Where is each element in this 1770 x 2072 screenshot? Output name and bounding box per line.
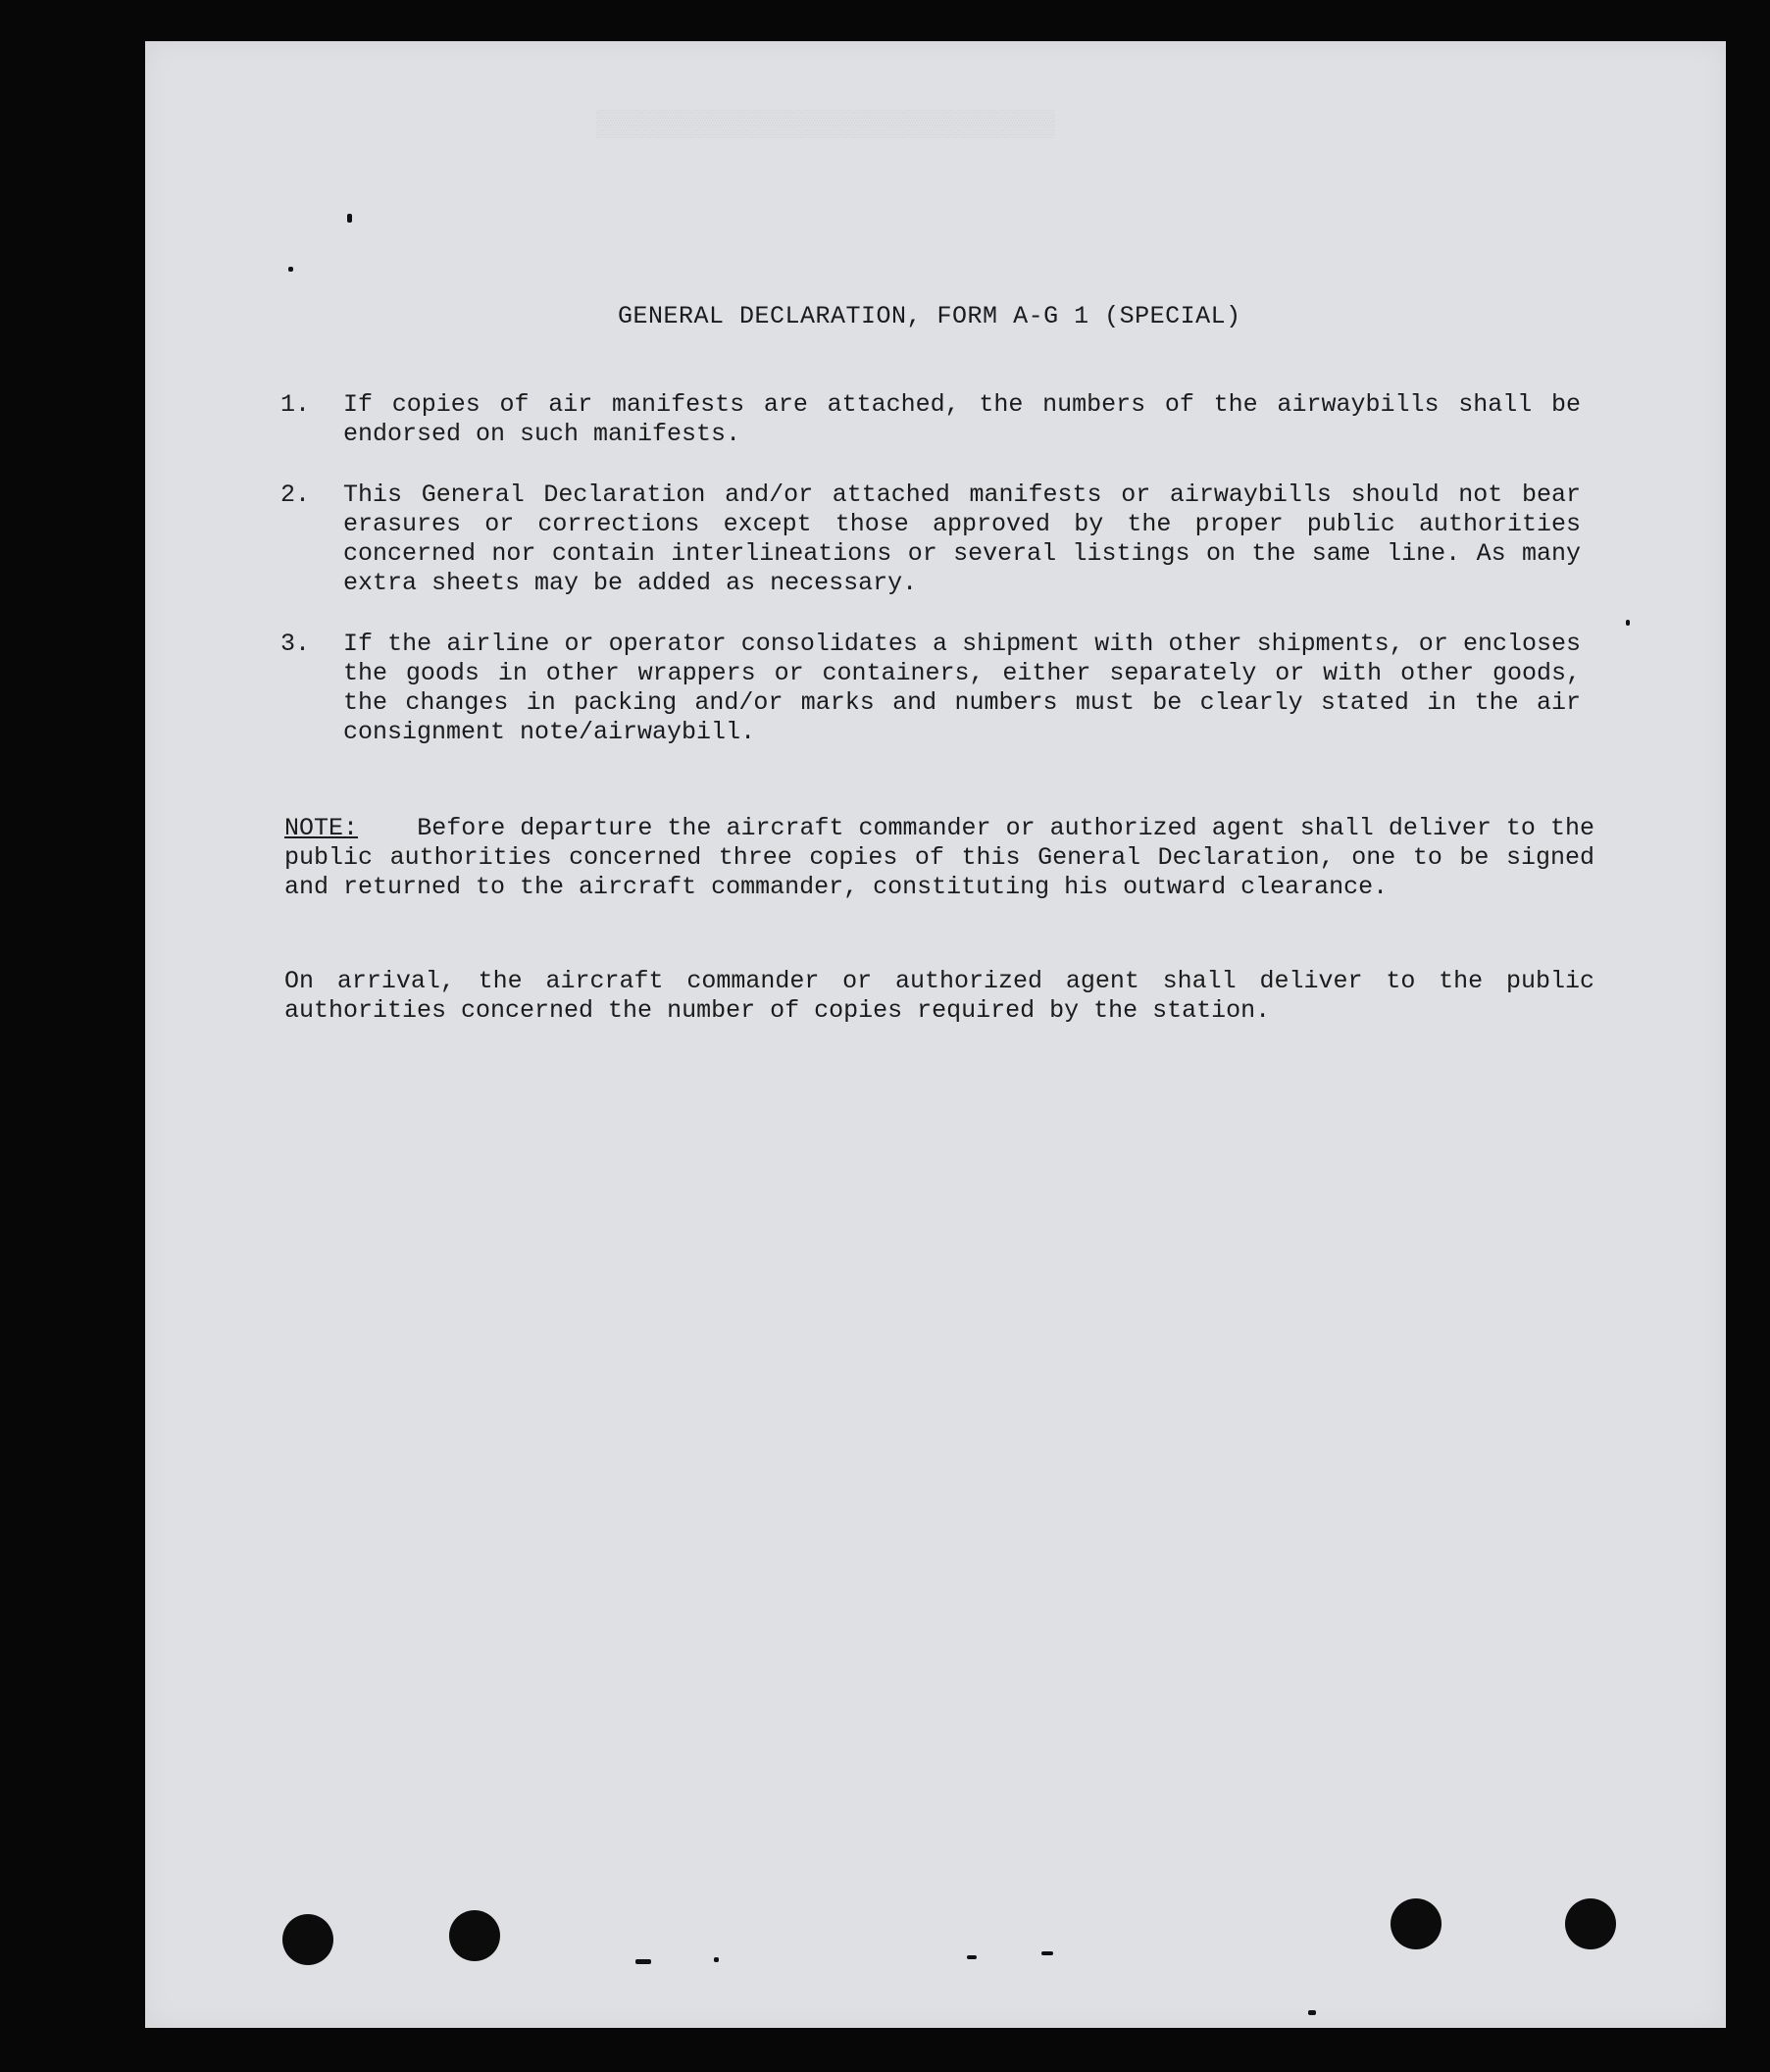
punch-hole xyxy=(449,1910,500,1961)
note-paragraph xyxy=(284,814,1594,902)
item-number: 2. xyxy=(280,480,311,509)
note-text: Before departure the aircraft commander or authorized agent shall deliver to the public authorities concerned three copies of this General Declaration, one to be signed and returned to the aircraft commander, constituting his outward clearance. xyxy=(284,814,1594,901)
note-label: NOTE: xyxy=(284,814,359,842)
item-text: This General Declaration and/or attached manifests or airwaybills should not bear erasures or corrections except those approved by the proper public authorities concerned nor contain interlineations or several listings on the same line. As many extra sheets may be added as necessary. xyxy=(343,480,1581,597)
stray-mark xyxy=(635,1959,651,1964)
stray-mark xyxy=(288,267,293,272)
punch-hole xyxy=(1565,1898,1616,1949)
stray-mark xyxy=(1308,2010,1316,2015)
item-number: 1. xyxy=(280,390,311,419)
stray-mark xyxy=(1041,1951,1053,1955)
stray-mark xyxy=(347,214,352,223)
item-number: 3. xyxy=(280,630,311,658)
stray-mark xyxy=(1626,620,1630,626)
arrival-paragraph: On arrival, the aircraft commander or authorized agent shall deliver to the public authorities concerned the number of copies required by the station. xyxy=(284,967,1594,1025)
document-title: GENERAL DECLARATION, FORM A-G 1 (SPECIAL) xyxy=(618,302,1241,330)
punch-hole xyxy=(1391,1898,1441,1949)
show-through-ghost: ▒▒▒▒▒▒▒▒▒▒▒▒▒▒▒▒▒▒▒▒▒▒▒▒▒▒▒▒▒▒ xyxy=(596,110,1056,139)
item-text: If the airline or operator consolidates a shipment with other shipments, or encloses the goods in other wrappers or containers, either separately or with other goods, the changes in packing and/or marks and numbers must be clearly stated in the air consignment note/airwaybill. xyxy=(343,630,1581,746)
item-text: If copies of air manifests are attached, the numbers of the airwaybills shall be endorsed on such manifests. xyxy=(343,390,1581,448)
punch-hole xyxy=(282,1914,333,1965)
stray-mark xyxy=(967,1955,977,1959)
document-page xyxy=(145,41,1726,2028)
stray-mark xyxy=(714,1957,719,1962)
